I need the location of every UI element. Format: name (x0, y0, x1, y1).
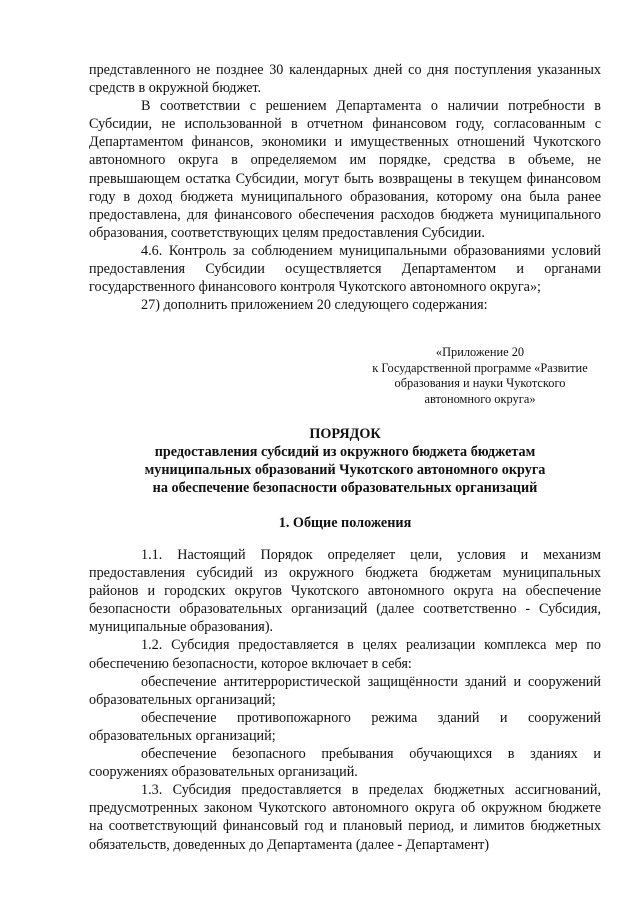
paragraph-1-1: 1.1. Настоящий Порядок определяет цели, условия и механизм предоставления субсидий из окружного бюджета бюджетам муниципальных районов и городских округов Чукотского автономного округа на обеспечение безопасности образовательных организаций (далее соответственно - Субсидия, муниципальные образования). (89, 547, 601, 636)
appendix-line: к Государственной программе «Развитие (372, 360, 588, 375)
title-line: муниципальных образований Чукотского автономного округа (144, 462, 546, 479)
title-line: предоставления субсидий из окружного бюджета бюджетам (154, 444, 536, 461)
paragraph-27-amendment: 27) дополнить приложением 20 следующего содержания: (141, 297, 488, 314)
appendix-line: образования и науки Чукотского (394, 376, 566, 390)
list-item-fire-safety: обеспечение противопожарного режима зданий и сооружений образовательных организаций; (89, 709, 601, 744)
paragraph-1-3: 1.3. Субсидия предоставляется в пределах бюджетных ассигнований, предусмотренных законом Чукотского автономного округа об окружном бюджете на соответствующий финансовый год и плановый период, и лимитов бюджетных обязательств, доведенных до Департамента (далее - Департамент) (89, 782, 601, 853)
list-item-safe-stay: обеспечение безопасного пребывания обучающихся в зданиях и сооружениях образовательных организаций. (89, 746, 601, 781)
paragraph-continuation: представленного не позднее 30 календарных дней со дня поступления указанных средств в окружной бюджет. (89, 62, 601, 97)
section-1-body (89, 546, 601, 854)
list-item-antiterror: обеспечение антитеррористической защищённости зданий и сооружений образовательных организаций; (89, 673, 601, 708)
preceding-text-block (89, 61, 601, 314)
appendix-reference (360, 345, 600, 407)
title-heading: ПОРЯДОК (309, 426, 381, 442)
paragraph-1-2: 1.2. Субсидия предоставляется в целях реализации комплекса мер по обеспечению безопасности, которое включает в себя: (89, 637, 601, 672)
appendix-line: автономного округа» (424, 391, 536, 406)
paragraph-subsidy-return: В соответствии с решением Департамента о наличии потребности в Субсидии, не использованной в отчетном финансовом году, согласованным с Департаментом финансов, экономики и имущественных отношений Чукотского автономного округа в определяемом им порядке, средства в объеме, не превышающем остатка Субсидии, могут быть возвращены в текущем финансовом году в доход бюджета муниципального образования, которому она была ранее предоставлена, для финансового обеспечения расходов бюджета муниципального образования, соответствующих целям предоставления Субсидии. (89, 98, 601, 241)
appendix-line: «Приложение 20 (435, 345, 525, 359)
title-line: на обеспечение безопасности образовательных организаций (152, 480, 538, 497)
document-title (89, 425, 601, 497)
paragraph-4-6-control: 4.6. Контроль за соблюдением муниципальными образованиями условий предоставления Субсидии осуществляется Департаментом и органами государственного финансового контроля Чукотского автономного округа»; (89, 242, 601, 296)
section-heading-general: 1. Общие положения (278, 515, 412, 531)
